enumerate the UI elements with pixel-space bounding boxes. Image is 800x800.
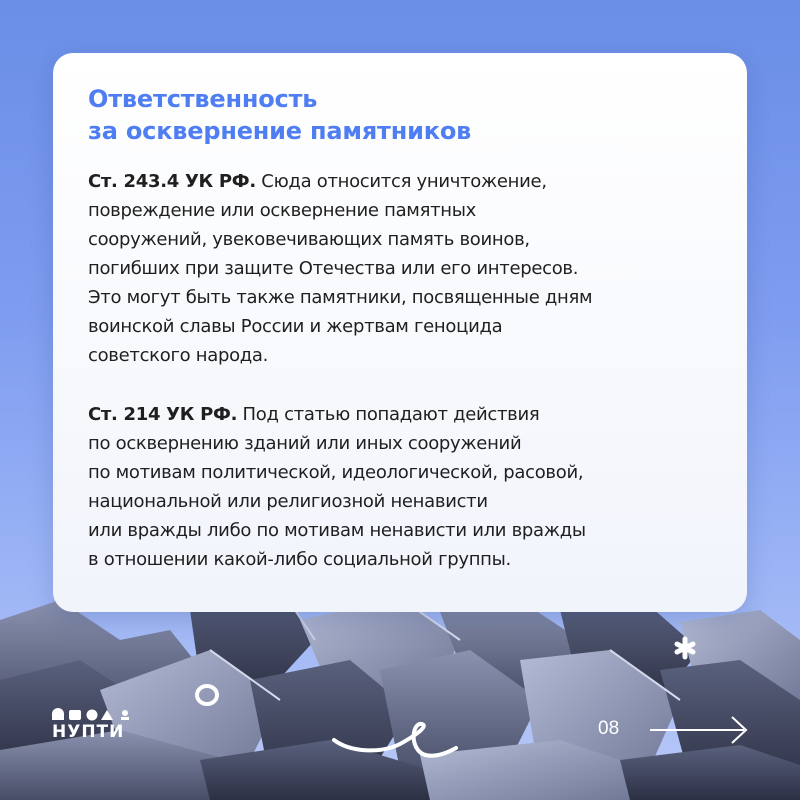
- card-title-line-1: Ответственность: [88, 85, 318, 113]
- sparkle-icon: [673, 636, 697, 660]
- page-number: 08: [598, 718, 620, 739]
- ring-icon: [192, 680, 222, 710]
- article-214-paragraph: [88, 400, 713, 574]
- arrow-right-icon[interactable]: [648, 713, 750, 747]
- paragraph-line: или вражды либо по мотивам ненависти или вражды: [88, 520, 586, 541]
- paragraph-line: сооружений, увековечивающих память воинов,: [88, 229, 530, 250]
- paragraph-line: национальной или религиозной ненависти: [88, 491, 488, 512]
- info-card: [53, 53, 747, 612]
- paragraph-line: повреждение или осквернение памятных: [88, 200, 477, 221]
- paragraph-text: Под статью попадают действия: [237, 404, 540, 425]
- paragraph-line: советского народа.: [88, 345, 269, 366]
- squiggle-icon: [330, 718, 460, 766]
- paragraph-line: по мотивам политической, идеологической, расовой,: [88, 462, 584, 483]
- paragraph-line: Это могут быть также памятники, посвященные дням: [88, 287, 593, 308]
- paragraph-line: в отношении какой-либо социальной группы.: [88, 549, 511, 570]
- organization-logo-text: НУПТИ: [52, 722, 125, 742]
- article-214-lead: Ст. 214 УК РФ.: [88, 404, 238, 425]
- card-title-line-2: за осквернение памятников: [88, 117, 472, 145]
- paragraph-line: [88, 400, 713, 429]
- paragraph-line: воинской славы России и жертвам геноцида: [88, 316, 503, 337]
- paragraph-line: по осквернению зданий или иных сооружений: [88, 433, 522, 454]
- paragraph-line: [88, 167, 713, 196]
- paragraph-line: погибших при защите Отечества или его интересов.: [88, 258, 579, 279]
- article-243-4-lead: Ст. 243.4 УК РФ.: [88, 171, 256, 192]
- paragraph-text: Сюда относится уничтожение,: [255, 171, 547, 192]
- article-243-4-paragraph: [88, 167, 713, 370]
- card-title: [88, 83, 713, 147]
